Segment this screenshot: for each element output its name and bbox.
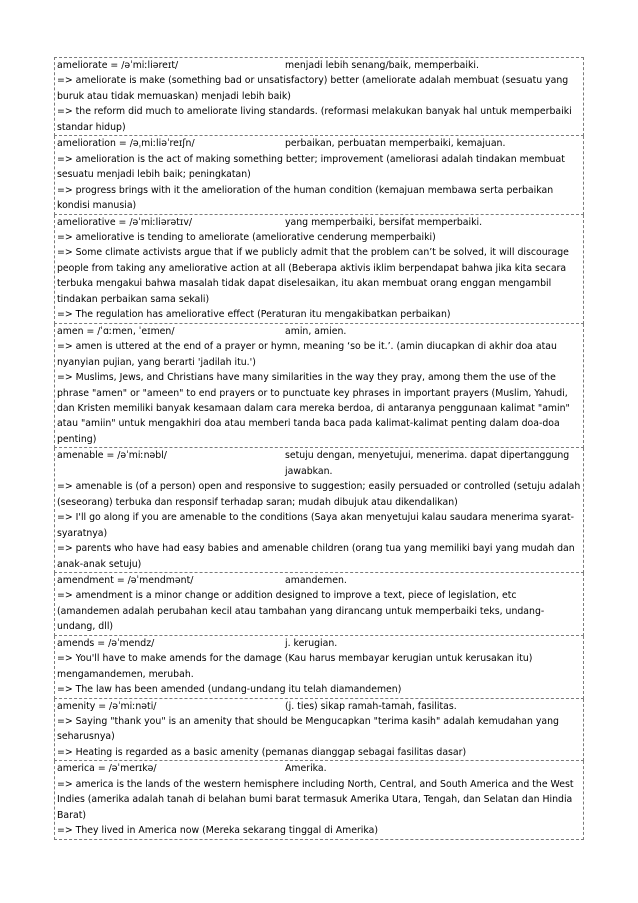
- entry-line: => amendment is a minor change or addition designed to improve a text, piece of legislation, etc (amandemen adalah perubahan kecil atau tambahan yang dirancang untuk memperbaiki teks, undang-undang, dll): [57, 590, 545, 633]
- entry-meaning: (j. ties) sikap ramah-tamah, fasilitas.: [285, 700, 457, 712]
- entry-line: => amen is uttered at the end of a prayer or hymn, meaning ‘so be it.’. (amin diucapkan di akhir doa atau nyanyian pujian, yang berarti 'jadilah itu.'): [57, 341, 557, 368]
- entry-line: => Some climate activists argue that if we publicly admit that the problem can’t be solved, it will discourage people from taking any ameliorative action at all (Beberapa aktivis iklim berpendapat bahwa jika kita secara terbuka mengakui bahwa masalah tidak dapat diselesaikan, itu akan membuat orang enggan mengambil tindakan perbaikan sama sekali): [57, 247, 569, 305]
- entry-term: amelioration = /əˌmiːliəˈreɪʃn/: [57, 138, 195, 150]
- entry-head: [57, 136, 581, 151]
- entry-line: => parents who have had easy babies and amenable children (orang tua yang memiliki bayi yang mudah dan anak-anak setuju): [57, 543, 575, 570]
- entry-amends: [54, 636, 584, 699]
- entry-meaning: perbaikan, perbuatan memperbaiki, kemajuan.: [285, 138, 506, 150]
- entry-line: => You'll have to make amends for the damage (Kau harus membayar kerugian untuk kerusakan itu) mengamandemen, merubah.: [57, 653, 533, 680]
- entry-america: [54, 761, 584, 839]
- entry-line: => ameliorate is make (something bad or unsatisfactory) better (ameliorate adalah membuat (sesuatu yang buruk atau tidak memuaskan) menjadi lebih baik): [57, 75, 569, 102]
- entry-term: amen = /ˈɑːmen, ˈeɪmen/: [57, 325, 175, 337]
- entry-line: => The regulation has ameliorative effect (Peraturan itu mengakibatkan perbaikan): [57, 309, 451, 321]
- entry-head: [57, 636, 581, 651]
- entry-amen: [54, 324, 584, 449]
- entry-term: ameliorative = /əˈmiːliərətɪv/: [57, 216, 193, 228]
- entry-line: => Saying "thank you" is an amenity that should be Mengucapkan "terima kasih" adalah kemudahan yang seharusnya): [57, 716, 559, 743]
- entry-meaning: Amerika.: [285, 763, 327, 775]
- entry-head: [57, 324, 581, 339]
- entry-head: [57, 699, 581, 714]
- entry-amelioration: [54, 136, 584, 214]
- entry-term: amends = /əˈmendz/: [57, 637, 155, 649]
- entry-amenable: [54, 448, 584, 573]
- entry-meaning: setuju dengan, menyetujui, menerima. dapat dipertanggung jawabkan.: [285, 450, 570, 477]
- entry-meaning: amandemen.: [285, 574, 347, 586]
- entry-line: => They lived in America now (Mereka sekarang tinggal di Amerika): [57, 825, 379, 837]
- entry-line: => Heating is regarded as a basic amenity (pemanas dianggap sebagai fasilitas dasar): [57, 746, 467, 758]
- entry-meaning: menjadi lebih senang/baik, memperbaiki.: [285, 60, 479, 71]
- entry-term: amendment = /əˈmendmənt/: [57, 574, 194, 586]
- entry-meaning: j. kerugian.: [285, 637, 338, 649]
- entry-term: ameliorate = /əˈmiːliəreɪt/: [57, 60, 179, 71]
- entry-ameliorative: [54, 215, 584, 324]
- entry-term: america = /əˈmerɪkə/: [57, 763, 157, 775]
- entry-head: [57, 215, 581, 230]
- entry-ameliorate: [54, 57, 584, 136]
- entry-head: [57, 58, 581, 73]
- dictionary-page: [54, 57, 584, 840]
- entry-line: => The law has been amended (undang-undang itu telah diamandemen): [57, 684, 402, 696]
- entry-line: => Muslims, Jews, and Christians have many similarities in the way they pray, among them the use of the phrase "amen" or "ameen" to end prayers or to punctuate key phrases in important prayers (Muslim, Yahudi, dan Kristen memiliki banyak kesamaan dalam cara mereka berdoa, di antaranya penggunaan kalimat "amin" atau "amiin" untuk mengakhiri doa atau memberi tanda baca pada kalimat-kalimat penting dalam doa-doa penting): [57, 372, 570, 445]
- entry-term: amenity = /əˈmiːnəti/: [57, 700, 157, 712]
- entry-line: => america is the lands of the western hemisphere including North, Central, and South America and the West Indies (amerika adalah tanah di belahan bumi barat termasuk Amerika Utara, Tengah, dan Selatan dan Hindia Barat): [57, 778, 574, 821]
- entry-line: => I'll go along if you are amenable to the conditions (Saya akan menyetujui kalau saudara menerima syarat-syaratnya): [57, 512, 575, 539]
- entry-amendment: [54, 573, 584, 636]
- entry-amenity: [54, 699, 584, 762]
- entry-line: => progress brings with it the amelioration of the human condition (kemajuan membawa serta perbaikan kondisi manusia): [57, 184, 554, 212]
- entry-line: => the reform did much to ameliorate living standards. (reformasi melakukan banyak hal untuk memperbaiki standar hidup): [57, 106, 572, 133]
- entry-meaning: amin, amien.: [285, 325, 347, 337]
- entry-head: [57, 573, 581, 588]
- entry-line: => amelioration is the act of making something better; improvement (ameliorasi adalah tindakan membuat sesuatu menjadi lebih baik; peningkatan): [57, 153, 565, 181]
- entry-line: => amenable is (of a person) open and responsive to suggestion; easily persuaded or controlled (setuju adalah (seseorang) terbuka dan responsif terhadap saran; mudah dibujuk atau dikendalikan): [57, 481, 581, 508]
- entry-line: => ameliorative is tending to ameliorate (ameliorative cenderung memperbaiki): [57, 231, 436, 243]
- entry-head: [57, 448, 581, 479]
- entry-head: [57, 761, 581, 776]
- entry-term: amenable = /əˈmiːnəbl/: [57, 450, 167, 462]
- entry-meaning: yang memperbaiki, bersifat memperbaiki.: [285, 216, 483, 228]
